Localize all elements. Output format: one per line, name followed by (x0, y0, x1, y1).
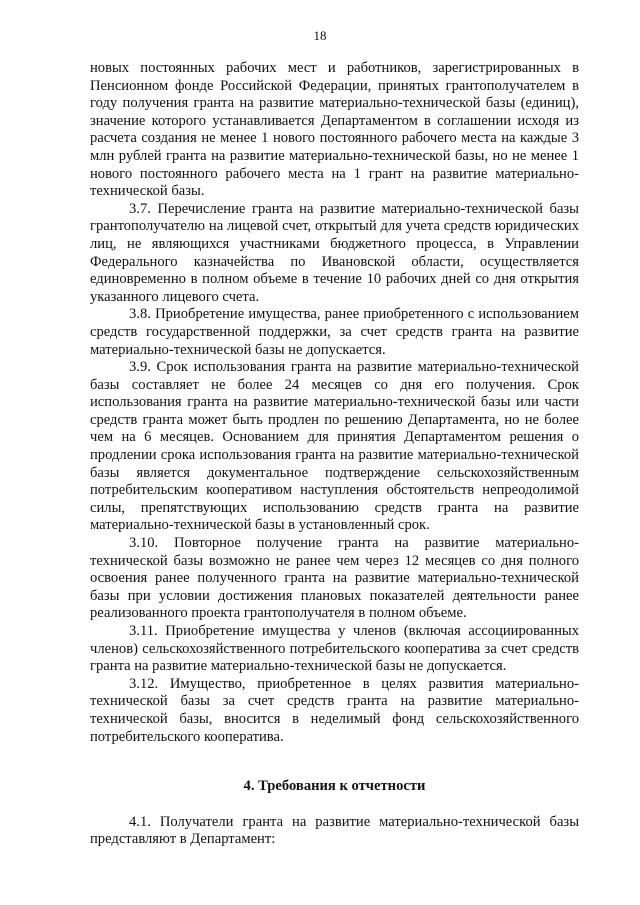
section-heading: 4. Требования к отчетности (243, 778, 426, 795)
paragraph-3-8: 3.8. Приобретение имущества, ранее приобретенного с использованием средств государственной поддержки, за счет средств гранта на развитие материально-технической базы не допускается. (90, 306, 579, 358)
paragraph-continuation: новых постоянных рабочих мест и работников, зарегистрированных в Пенсионном фонде Российской Федерации, принятых грантополучателем в году получения гранта на развитие материально-технической базы (единиц), значение которого устанавливается Департаментом в соглашении исходя из расчета создания не менее 1 нового постоянного рабочего места на каждые 3 млн рублей гранта на развитие материально-технической базы, но не менее 1 нового постоянного рабочего места на 1 грант на развитие материально-технической базы. (90, 60, 579, 200)
paragraph-3-10: 3.10. Повторное получение гранта на развитие материально-технической базы возможно не ранее чем через 12 месяцев со дня полного освоения ранее полученного гранта на развитие материально-технической базы при условии достижения плановых показателей деятельности ранее реализованного проекта грантополучателя в полном объеме. (90, 535, 579, 622)
paragraph-3-7: 3.7. Перечисление гранта на развитие материально-технической базы грантополучателю на лицевой счет, открытый для учета средств юридических лиц, не являющихся участниками бюджетного процесса, в Управлении Федерального казначейства по Ивановской области, осуществляется единовременно в полном объеме в течение 10 рабочих дней со дня открытия указанного лицевого счета. (90, 200, 579, 305)
document-body (90, 60, 579, 849)
page-number: 18 (313, 28, 327, 43)
paragraph-3-11: 3.11. Приобретение имущества у членов (включая ассоциированных членов) сельскохозяйственного потребительского кооператива за счет средств гранта на развитие материально-технической базы не допускается. (90, 623, 579, 675)
paragraph-4-1: 4.1. Получатели гранта на развитие материально-технической базы представляют в Департамент: (90, 813, 579, 848)
paragraph-3-12: 3.12. Имущество, приобретенное в целях развития материально-технической базы за счет средств гранта на развитие материально-технической базы, вносится в неделимый фонд сельскохозяйственного потребительского кооператива. (90, 675, 579, 745)
paragraph-3-9: 3.9. Срок использования гранта на развитие материально-технической базы составляет не более 24 месяцев со дня его получения. Срок использования гранта на развитие материально-технической базы или части средств гранта может быть продлен по решению Департамента, но не более чем на 6 месяцев. Основанием для принятия Департаментом решения о продлении срока использования гранта на развитие материально-технической базы является документальное подтверждение сельскохозяйственным потребительским кооперативом наступления обстоятельств непреодолимой силы, препятствующих использованию средств гранта на развитие материально-технической базы в установленный срок. (90, 359, 579, 534)
